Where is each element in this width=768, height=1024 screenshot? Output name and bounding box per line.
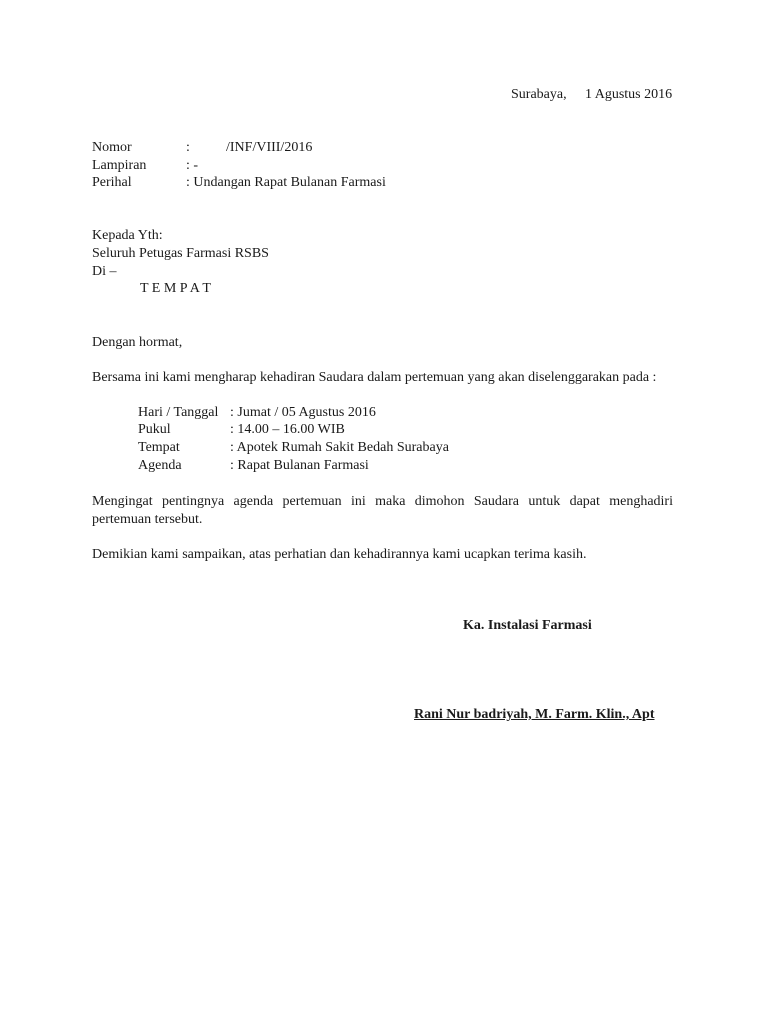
lampiran-row <box>92 157 198 175</box>
date-value: 1 Agustus 2016 <box>585 87 673 102</box>
lampiran-value: : - <box>186 158 199 173</box>
body-paragraph: Mengingat pentingnya agenda pertemuan ini maka dimohon Saudara untuk dapat menghadiri pertemuan tersebut. <box>92 494 673 527</box>
recipient-name: Seluruh Petugas Farmasi RSBS <box>92 246 269 261</box>
perihal-value: : Undangan Rapat Bulanan Farmasi <box>186 175 386 190</box>
closing-paragraph: Demikian kami sampaikan, atas perhatian dan kehadirannya kami ucapkan terima kasih. <box>92 547 587 562</box>
detail-row-date <box>138 404 376 422</box>
detail-row-agenda <box>138 457 369 475</box>
detail-value: : 14.00 – 16.00 WIB <box>230 422 345 437</box>
recipient-place: T E M P A T <box>140 281 211 296</box>
detail-row-place <box>138 439 449 457</box>
detail-row-time <box>138 421 345 439</box>
letter-date <box>511 86 672 104</box>
detail-value: : Apotek Rumah Sakit Bedah Surabaya <box>230 440 449 455</box>
nomor-row <box>92 139 312 157</box>
detail-label: Tempat <box>138 440 180 455</box>
recipient-salutation: Kepada Yth: <box>92 228 163 243</box>
detail-value: : Rapat Bulanan Farmasi <box>230 458 369 473</box>
detail-label: Pukul <box>138 422 171 437</box>
greeting: Dengan hormat, <box>92 335 183 350</box>
intro-paragraph: Bersama ini kami mengharap kehadiran Saudara dalam pertemuan yang akan diselenggarakan pada : <box>92 370 657 385</box>
date-city: Surabaya, <box>511 87 567 102</box>
nomor-value: /INF/VIII/2016 <box>226 140 313 155</box>
perihal-label: Perihal <box>92 175 132 190</box>
signature-name: Rani Nur badriyah, M. Farm. Klin., Apt <box>414 707 655 722</box>
signature-title: Ka. Instalasi Farmasi <box>463 618 592 633</box>
detail-value: : Jumat / 05 Agustus 2016 <box>230 405 376 420</box>
detail-label: Hari / Tanggal <box>138 405 219 420</box>
nomor-label: Nomor <box>92 140 132 155</box>
detail-label: Agenda <box>138 458 182 473</box>
recipient-di: Di – <box>92 264 117 279</box>
perihal-row <box>92 174 386 192</box>
lampiran-label: Lampiran <box>92 158 147 173</box>
nomor-colon: : <box>186 140 190 155</box>
